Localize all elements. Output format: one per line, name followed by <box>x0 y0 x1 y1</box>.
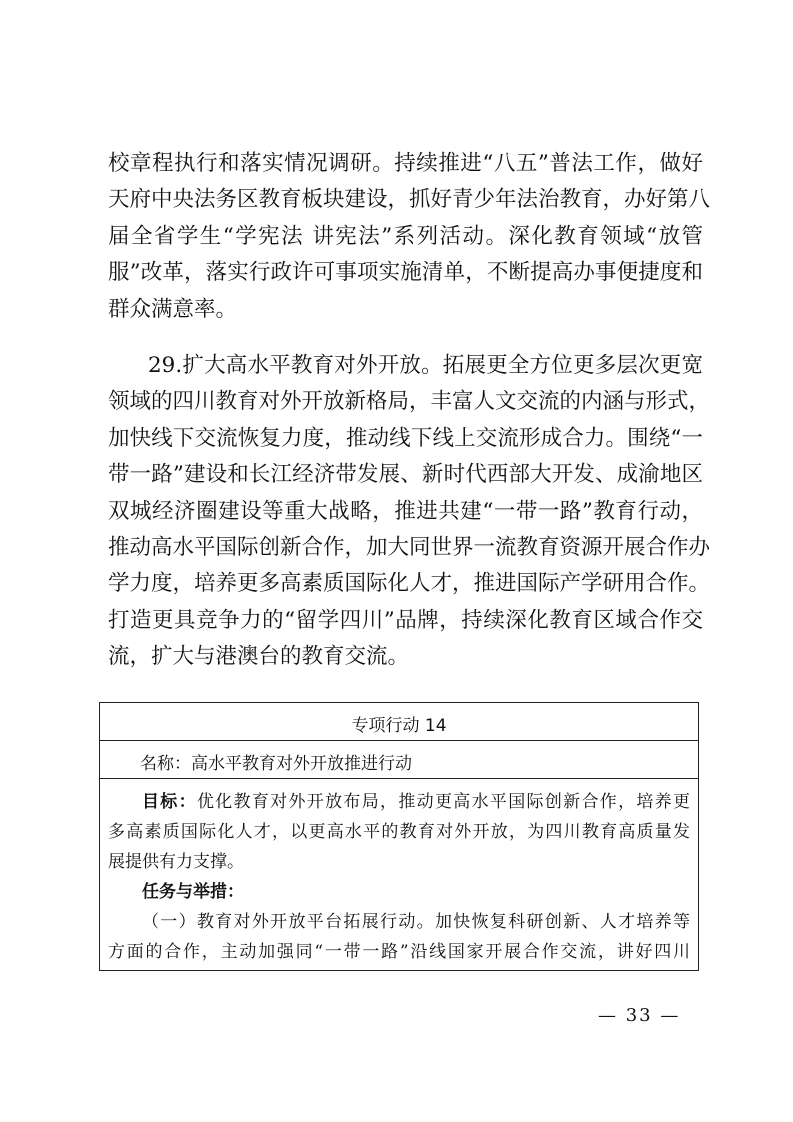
text-line: 届全省学生“学宪法 讲宪法”系列活动。深化教育领域“放管 <box>108 223 703 249</box>
box-name: 名称：高水平教育对外开放推进行动 <box>140 754 412 774</box>
page-number: — 33 — <box>598 1005 681 1026</box>
paragraph-rule-of-law <box>108 146 711 328</box>
special-action-box <box>99 702 699 971</box>
text-line: 服”改革，落实行政许可事项实施清单，不断提高办事便捷度和 <box>108 260 703 286</box>
box-title: 专项行动 14 <box>351 716 447 736</box>
text-line: 打造更具竞争力的“留学四川”品牌，持续深化教育区域合作交 <box>108 607 703 633</box>
goal-label: 目标： <box>142 792 197 812</box>
paragraph-opening-up <box>108 348 711 676</box>
task-line: 方面的合作，主动加强同“一带一路”沿线国家开展合作交流，讲好四川 <box>108 942 690 962</box>
box-body <box>108 787 690 967</box>
goal-line: 展提供有力支撑。 <box>108 852 244 872</box>
text-line: 校章程执行和落实情况调研。持续推进“八五”普法工作，做好 <box>108 151 703 176</box>
text-line: 天府中央法务区教育板块建设，抓好青少年法治教育，办好第八 <box>108 187 711 213</box>
text-line: 学力度，培养更多高素质国际化人才，推进国际产学研用合作。 <box>108 571 711 597</box>
tasks-label: 任务与举措： <box>142 882 244 902</box>
text-line: 流，扩大与港澳台的教育交流。 <box>108 644 410 670</box>
tasks-heading <box>108 877 690 907</box>
text-line: 带一路”建设和长江经济带发展、新时代西部大开发、成渝地区 <box>108 462 703 488</box>
task-line: （一）教育对外开放平台拓展行动。加快恢复科研创新、人才培养等 <box>142 912 690 932</box>
goal-line: 多高素质国际化人才，以更高水平的教育对外开放，为四川教育高质量发 <box>108 822 690 842</box>
text-line: 29.扩大高水平教育对外开放。拓展更全方位更多层次更宽 <box>148 353 703 378</box>
text-line: 领域的四川教育对外开放新格局，丰富人文交流的内涵与形式， <box>108 389 711 415</box>
text-line: 推动高水平国际创新合作，加大同世界一流教育资源开展合作办 <box>108 534 711 560</box>
box-header-row <box>100 703 698 741</box>
goal-line: 目标：优化教育对外开放布局，推动更高水平国际创新合作，培养更 <box>142 792 691 812</box>
box-name-row <box>100 741 698 779</box>
text-line: 双城经济圈建设等重大战略，推进共建“一带一路”教育行动， <box>108 498 703 524</box>
text-line: 加快线下交流恢复力度，推动线下线上交流形成合力。围绕“一 <box>108 425 703 451</box>
text-line: 群众满意率。 <box>108 296 238 322</box>
